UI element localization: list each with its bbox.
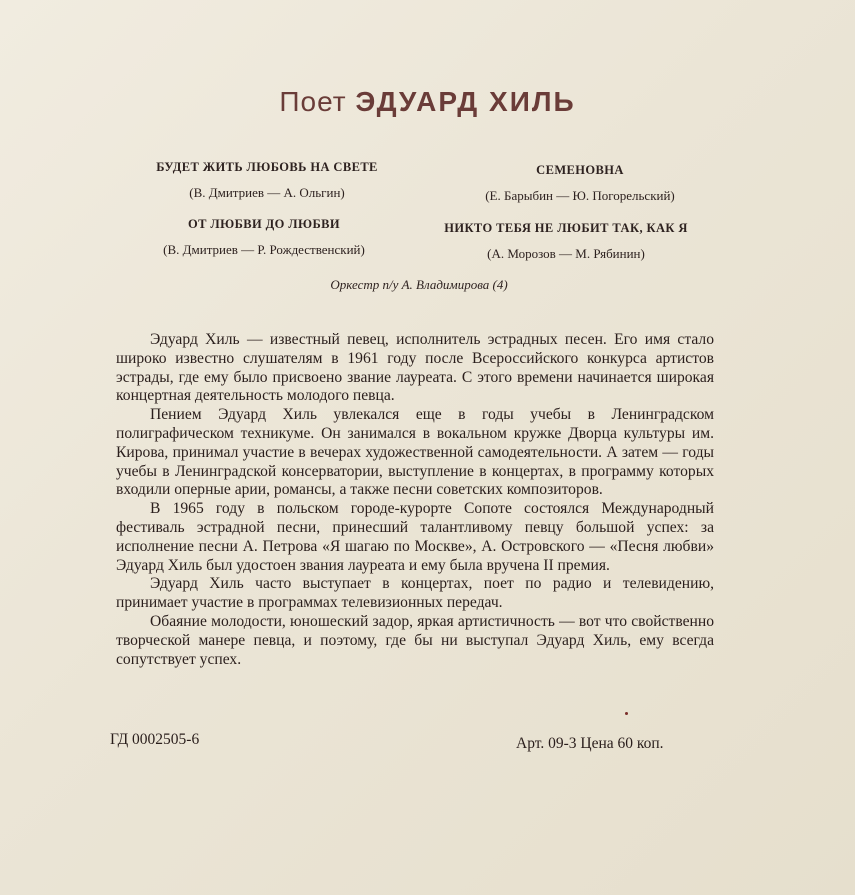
paragraph: В 1965 году в польском городе-курорте Сопоте состоялся Международный фестиваль эстрадной песни, принесший талантливому певцу большой успех: за исполнение песни А. Петрова «Я шагаю по Москве», А. Островского — «Песня любви» Эдуард Хиль был удостоен звания лауреата и ему была вручена II премия.: [116, 500, 714, 574]
song-3: [132, 217, 396, 258]
song-title: НИКТО ТЕБЯ НЕ ЛЮБИТ ТАК, КАК Я: [444, 221, 688, 235]
song-authors: (В. Дмитриев — Р. Рождественский): [163, 242, 365, 257]
song-title: СЕМЕНОВНА: [536, 163, 624, 177]
ink-speck: [625, 712, 628, 715]
song-title: ОТ ЛЮБВИ ДО ЛЮБВИ: [188, 217, 340, 231]
song-authors: (В. Дмитриев — А. Ольгин): [189, 185, 345, 200]
title-prefix: Поет: [279, 86, 347, 117]
paragraph: Пением Эдуард Хиль увлекался еще в годы учебы в Ленинградском полиграфическом техникуме. Он занимался в вокальном кружке Дворца культуры им. Кирова, принимал участие в вечерах художественной самодеятельности. А затем — годы учебы в Ленинградской консерватории, выступление в концертах, в программу которых входили оперные арии, романсы, а также песни советских композиторов.: [116, 406, 714, 499]
price-label: Арт. 09-3 Цена 60 коп.: [516, 735, 664, 752]
page-title: [0, 86, 855, 118]
catalog-number: ГД 0002505-6: [110, 731, 200, 748]
song-authors: (Е. Барыбин — Ю. Погорельский): [485, 188, 675, 203]
biography-text: [116, 331, 714, 669]
song-4: [414, 221, 718, 262]
orchestra-credit: Оркестр п/у А. Владимирова (4): [330, 277, 508, 292]
song-title: БУДЕТ ЖИТЬ ЛЮБОВЬ НА СВЕТЕ: [156, 160, 378, 174]
song-1: [140, 160, 394, 201]
paragraph: Эдуард Хиль — известный певец, исполнитель эстрадных песен. Его имя стало широко известно слушателям в 1961 году после Всероссийского конкурса артистов эстрады, где ему было присвоено звание лауреата. С этого времени начинается широкая концертная деятельность молодого певца.: [116, 331, 714, 405]
song-authors: (А. Морозов — М. Рябинин): [487, 246, 645, 261]
paragraph: Обаяние молодости, юношеский задор, яркая артистичность — вот что свойственно творческой манере певца, и поэтому, где бы ни выступал Эдуард Хиль, ему всегда сопутствует успех.: [116, 612, 714, 668]
artist-name: ЭДУАРД ХИЛЬ: [355, 86, 576, 117]
song-2: [435, 163, 725, 204]
paragraph: Эдуард Хиль часто выступает в концертах, поет по радио и телевидению, принимает участие в программах телевизионных передач.: [116, 575, 714, 612]
